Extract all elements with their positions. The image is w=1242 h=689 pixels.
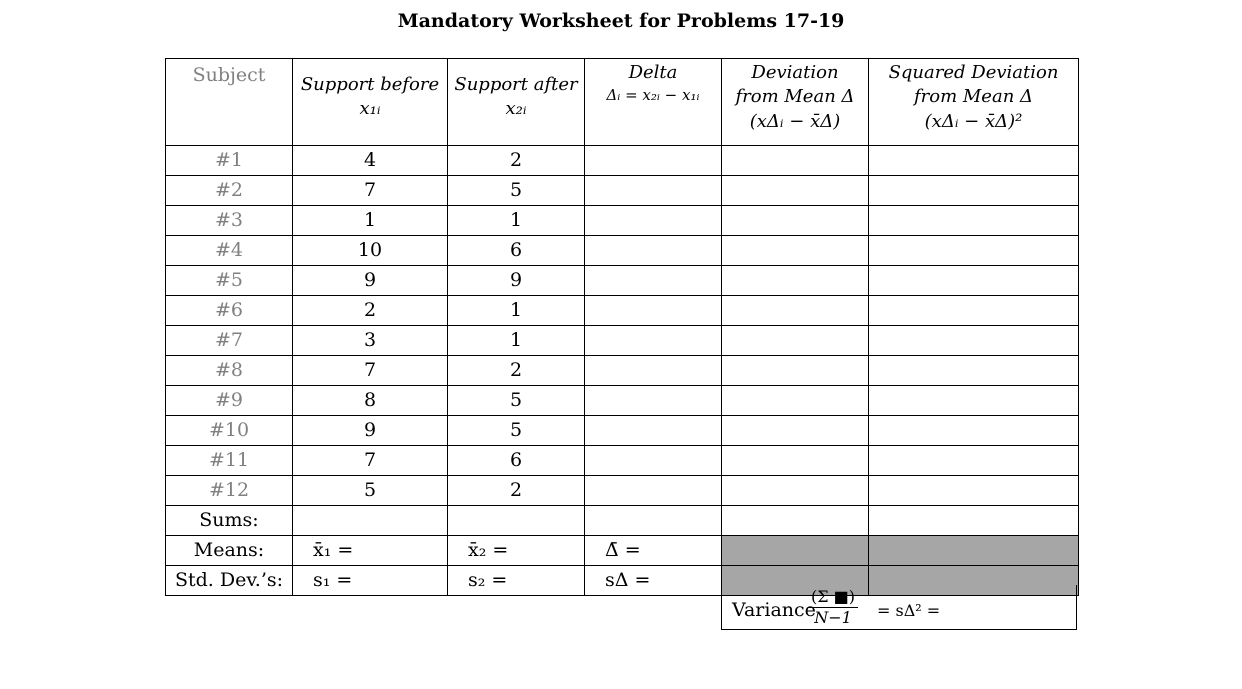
worksheet-table <box>165 58 1079 596</box>
table-row <box>166 416 1079 446</box>
subject-cell: #6 <box>166 296 293 326</box>
deviation-cell[interactable] <box>722 266 869 296</box>
sums-label: Sums: <box>166 506 293 536</box>
before-cell: 4 <box>293 146 448 176</box>
delta-cell[interactable] <box>585 386 722 416</box>
deviation-cell[interactable] <box>722 326 869 356</box>
deviation-cell[interactable] <box>722 206 869 236</box>
subject-cell: #12 <box>166 476 293 506</box>
table-row <box>166 176 1079 206</box>
variance-denominator: N−1 <box>814 608 852 627</box>
subject-cell: #10 <box>166 416 293 446</box>
table-row <box>166 476 1079 506</box>
deviation-cell[interactable] <box>722 236 869 266</box>
before-cell: 2 <box>293 296 448 326</box>
means-row <box>166 536 1079 566</box>
mean-after-cell[interactable]: x̄₂ = <box>448 536 585 566</box>
table-row <box>166 146 1079 176</box>
delta-cell[interactable] <box>585 476 722 506</box>
squared-deviation-cell[interactable] <box>869 146 1079 176</box>
before-cell: 3 <box>293 326 448 356</box>
after-cell: 5 <box>448 176 585 206</box>
delta-cell[interactable] <box>585 146 722 176</box>
shaded-cell <box>722 536 869 566</box>
after-cell: 9 <box>448 266 585 296</box>
table-row <box>166 266 1079 296</box>
delta-cell[interactable] <box>585 266 722 296</box>
after-cell: 1 <box>448 206 585 236</box>
table-row <box>166 446 1079 476</box>
subject-cell: #4 <box>166 236 293 266</box>
deviation-cell[interactable] <box>722 476 869 506</box>
variance-numerator: (Σ ■) <box>808 587 858 608</box>
delta-cell[interactable] <box>585 296 722 326</box>
before-cell: 10 <box>293 236 448 266</box>
table-row <box>166 296 1079 326</box>
sums-row <box>166 506 1079 536</box>
sum-after-cell[interactable] <box>448 506 585 536</box>
delta-cell[interactable] <box>585 326 722 356</box>
sum-squared-cell[interactable] <box>869 506 1079 536</box>
table-row <box>166 206 1079 236</box>
subject-cell: #5 <box>166 266 293 296</box>
squared-deviation-cell[interactable] <box>869 236 1079 266</box>
delta-cell[interactable] <box>585 236 722 266</box>
after-cell: 1 <box>448 296 585 326</box>
header-support-after: Support after x₂ᵢ <box>448 59 585 146</box>
before-cell: 7 <box>293 356 448 386</box>
sd-before-cell[interactable]: s₁ = <box>293 566 448 596</box>
before-cell: 8 <box>293 386 448 416</box>
before-cell: 1 <box>293 206 448 236</box>
subject-cell: #2 <box>166 176 293 206</box>
subject-cell: #11 <box>166 446 293 476</box>
variance-fraction <box>808 587 858 627</box>
delta-cell[interactable] <box>585 356 722 386</box>
after-cell: 6 <box>448 446 585 476</box>
subject-cell: #7 <box>166 326 293 356</box>
sd-delta-cell[interactable]: sΔ = <box>585 566 722 596</box>
before-cell: 9 <box>293 266 448 296</box>
squared-deviation-cell[interactable] <box>869 326 1079 356</box>
squared-deviation-cell[interactable] <box>869 476 1079 506</box>
page-title: Mandatory Worksheet for Problems 17-19 <box>397 10 845 32</box>
after-cell: 2 <box>448 146 585 176</box>
header-subject: Subject <box>166 59 293 146</box>
shaded-cell <box>869 536 1079 566</box>
delta-cell[interactable] <box>585 206 722 236</box>
before-cell: 9 <box>293 416 448 446</box>
header-support-before: Support before x₁ᵢ <box>293 59 448 146</box>
after-cell: 5 <box>448 416 585 446</box>
sum-deviation-cell[interactable] <box>722 506 869 536</box>
before-cell: 5 <box>293 476 448 506</box>
table-row <box>166 386 1079 416</box>
subject-cell: #8 <box>166 356 293 386</box>
squared-deviation-cell[interactable] <box>869 296 1079 326</box>
table-row <box>166 356 1079 386</box>
after-cell: 2 <box>448 476 585 506</box>
variance-result: = sΔ² = <box>877 601 941 620</box>
subject-cell: #9 <box>166 386 293 416</box>
mean-delta-cell[interactable]: Δ̄ = <box>585 536 722 566</box>
squared-deviation-cell[interactable] <box>869 386 1079 416</box>
variance-box[interactable] <box>721 585 1077 630</box>
squared-deviation-cell[interactable] <box>869 176 1079 206</box>
mean-before-cell[interactable]: x̄₁ = <box>293 536 448 566</box>
deviation-cell[interactable] <box>722 446 869 476</box>
squared-deviation-cell[interactable] <box>869 206 1079 236</box>
means-label: Means: <box>166 536 293 566</box>
squared-deviation-cell[interactable] <box>869 446 1079 476</box>
before-cell: 7 <box>293 446 448 476</box>
delta-cell[interactable] <box>585 176 722 206</box>
header-delta: Delta Δᵢ = x₂ᵢ − x₁ᵢ <box>585 59 722 146</box>
sum-before-cell[interactable] <box>293 506 448 536</box>
after-cell: 6 <box>448 236 585 266</box>
deviation-cell[interactable] <box>722 386 869 416</box>
before-cell: 7 <box>293 176 448 206</box>
squared-deviation-cell[interactable] <box>869 356 1079 386</box>
sum-delta-cell[interactable] <box>585 506 722 536</box>
header-row <box>166 59 1079 146</box>
subject-cell: #1 <box>166 146 293 176</box>
deviation-cell[interactable] <box>722 296 869 326</box>
squared-deviation-cell[interactable] <box>869 266 1079 296</box>
delta-cell[interactable] <box>585 446 722 476</box>
header-deviation: Deviation from Mean Δ (xΔᵢ − x̄Δ) <box>722 59 869 146</box>
after-cell: 5 <box>448 386 585 416</box>
header-squared-deviation: Squared Deviation from Mean Δ (xΔᵢ − x̄Δ)² <box>869 59 1079 146</box>
after-cell: 1 <box>448 326 585 356</box>
table-row <box>166 326 1079 356</box>
deviation-cell[interactable] <box>722 416 869 446</box>
squared-deviation-cell[interactable] <box>869 416 1079 446</box>
variance-label: Variance <box>732 599 816 621</box>
delta-cell[interactable] <box>585 416 722 446</box>
deviation-cell[interactable] <box>722 356 869 386</box>
sd-after-cell[interactable]: s₂ = <box>448 566 585 596</box>
stddev-label: Std. Dev.’s: <box>166 566 293 596</box>
subject-cell: #3 <box>166 206 293 236</box>
deviation-cell[interactable] <box>722 146 869 176</box>
after-cell: 2 <box>448 356 585 386</box>
deviation-cell[interactable] <box>722 176 869 206</box>
table-row <box>166 236 1079 266</box>
